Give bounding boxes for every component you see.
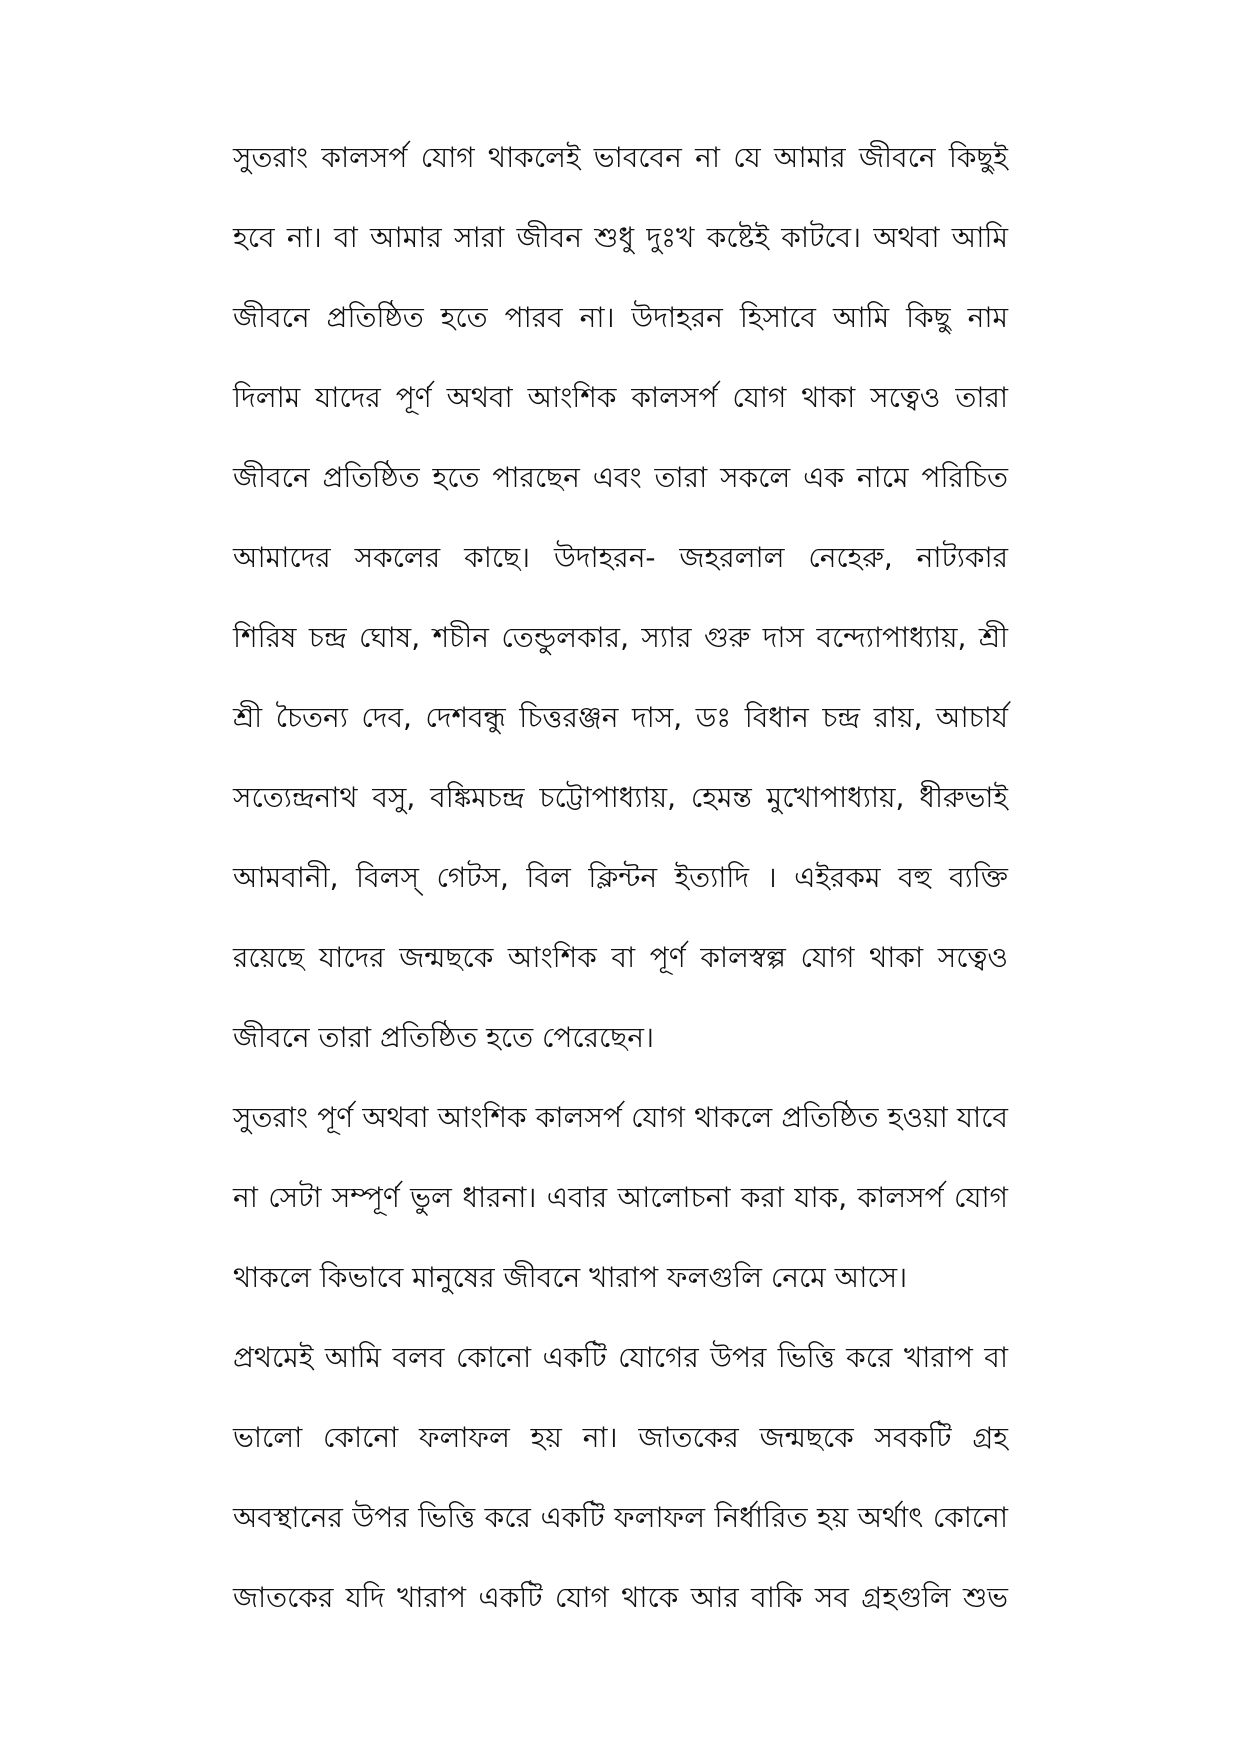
text-line: আমাদের সকলের কাছে। উদাহরন- জহরলাল নেহেরু, নাট্যকার — [233, 541, 1008, 574]
text-line: আমবানী, বিলস্ গেটস, বিল ক্লিন্টন ইত্যাদি । এইরকম বহু ব্যক্তি — [233, 861, 1008, 894]
text-line: জীবনে তারা প্রতিষ্ঠিত হতে পেরেছেন। — [233, 1021, 654, 1054]
text-line: সুতরাং পূর্ণ অথবা আংশিক কালসর্প যোগ থাকলে প্রতিষ্ঠিত হওয়া যাবে — [233, 1101, 1008, 1134]
text-line: শ্রী চৈতন্য দেব, দেশবন্ধু চিত্তরঞ্জন দাস, ডঃ বিধান চন্দ্র রায়, আচার্য — [233, 701, 1008, 734]
paragraph-1 — [233, 118, 1008, 1078]
document-body — [233, 118, 1008, 1638]
text-line: প্রথমেই আমি বলব কোনো একটি যোগের উপর ভিত্তি করে খারাপ বা — [233, 1341, 1008, 1374]
text-line: জীবনে প্রতিষ্ঠিত হতে পারব না। উদাহরন হিসাবে আমি কিছু নাম — [233, 301, 1008, 334]
text-line: অবস্থানের উপর ভিত্তি করে একটি ফলাফল নির্ধারিত হয় অর্থাৎ কোনো — [233, 1501, 1008, 1534]
text-line: হবে না। বা আমার সারা জীবন শুধু দুঃখ কষ্টেই কাটবে। অথবা আমি — [233, 221, 1008, 254]
text-line: জীবনে প্রতিষ্ঠিত হতে পারছেন এবং তারা সকলে এক নামে পরিচিত — [233, 461, 1008, 494]
text-line: থাকলে কিভাবে মানুষের জীবনে খারাপ ফলগুলি নেমে আসে। — [233, 1261, 908, 1294]
text-line: জাতকের যদি খারাপ একটি যোগ থাকে আর বাকি সব গ্রহগুলি শুভ — [233, 1581, 1008, 1614]
text-line: দিলাম যাদের পূর্ণ অথবা আংশিক কালসর্প যোগ থাকা সত্বেও তারা — [233, 381, 1008, 414]
text-line: না সেটা সম্পূর্ণ ভুল ধারনা। এবার আলোচনা করা যাক, কালসর্প যোগ — [233, 1181, 1008, 1214]
text-line: শিরিষ চন্দ্র ঘোষ, শচীন তেন্ডুলকার, স্যার গুরু দাস বন্দ্যোপাধ্যায়, শ্রী — [233, 621, 1008, 654]
paragraph-2 — [233, 1078, 1008, 1318]
text-line: সত্যেন্দ্রনাথ বসু, বঙ্কিমচন্দ্র চট্টোপাধ্যায়, হেমন্ত মুখোপাধ্যায়, ধীরুভাই — [233, 781, 1008, 814]
text-line: সুতরাং কালসর্প যোগ থাকলেই ভাববেন না যে আমার জীবনে কিছুই — [233, 141, 1008, 174]
text-line: রয়েছে যাদের জন্মছকে আংশিক বা পূর্ণ কালস্বল্প যোগ থাকা সত্বেও — [233, 941, 1008, 974]
text-line: ভালো কোনো ফলাফল হয় না। জাতকের জন্মছকে সবকটি গ্রহ — [233, 1421, 1008, 1454]
paragraph-3 — [233, 1318, 1008, 1638]
